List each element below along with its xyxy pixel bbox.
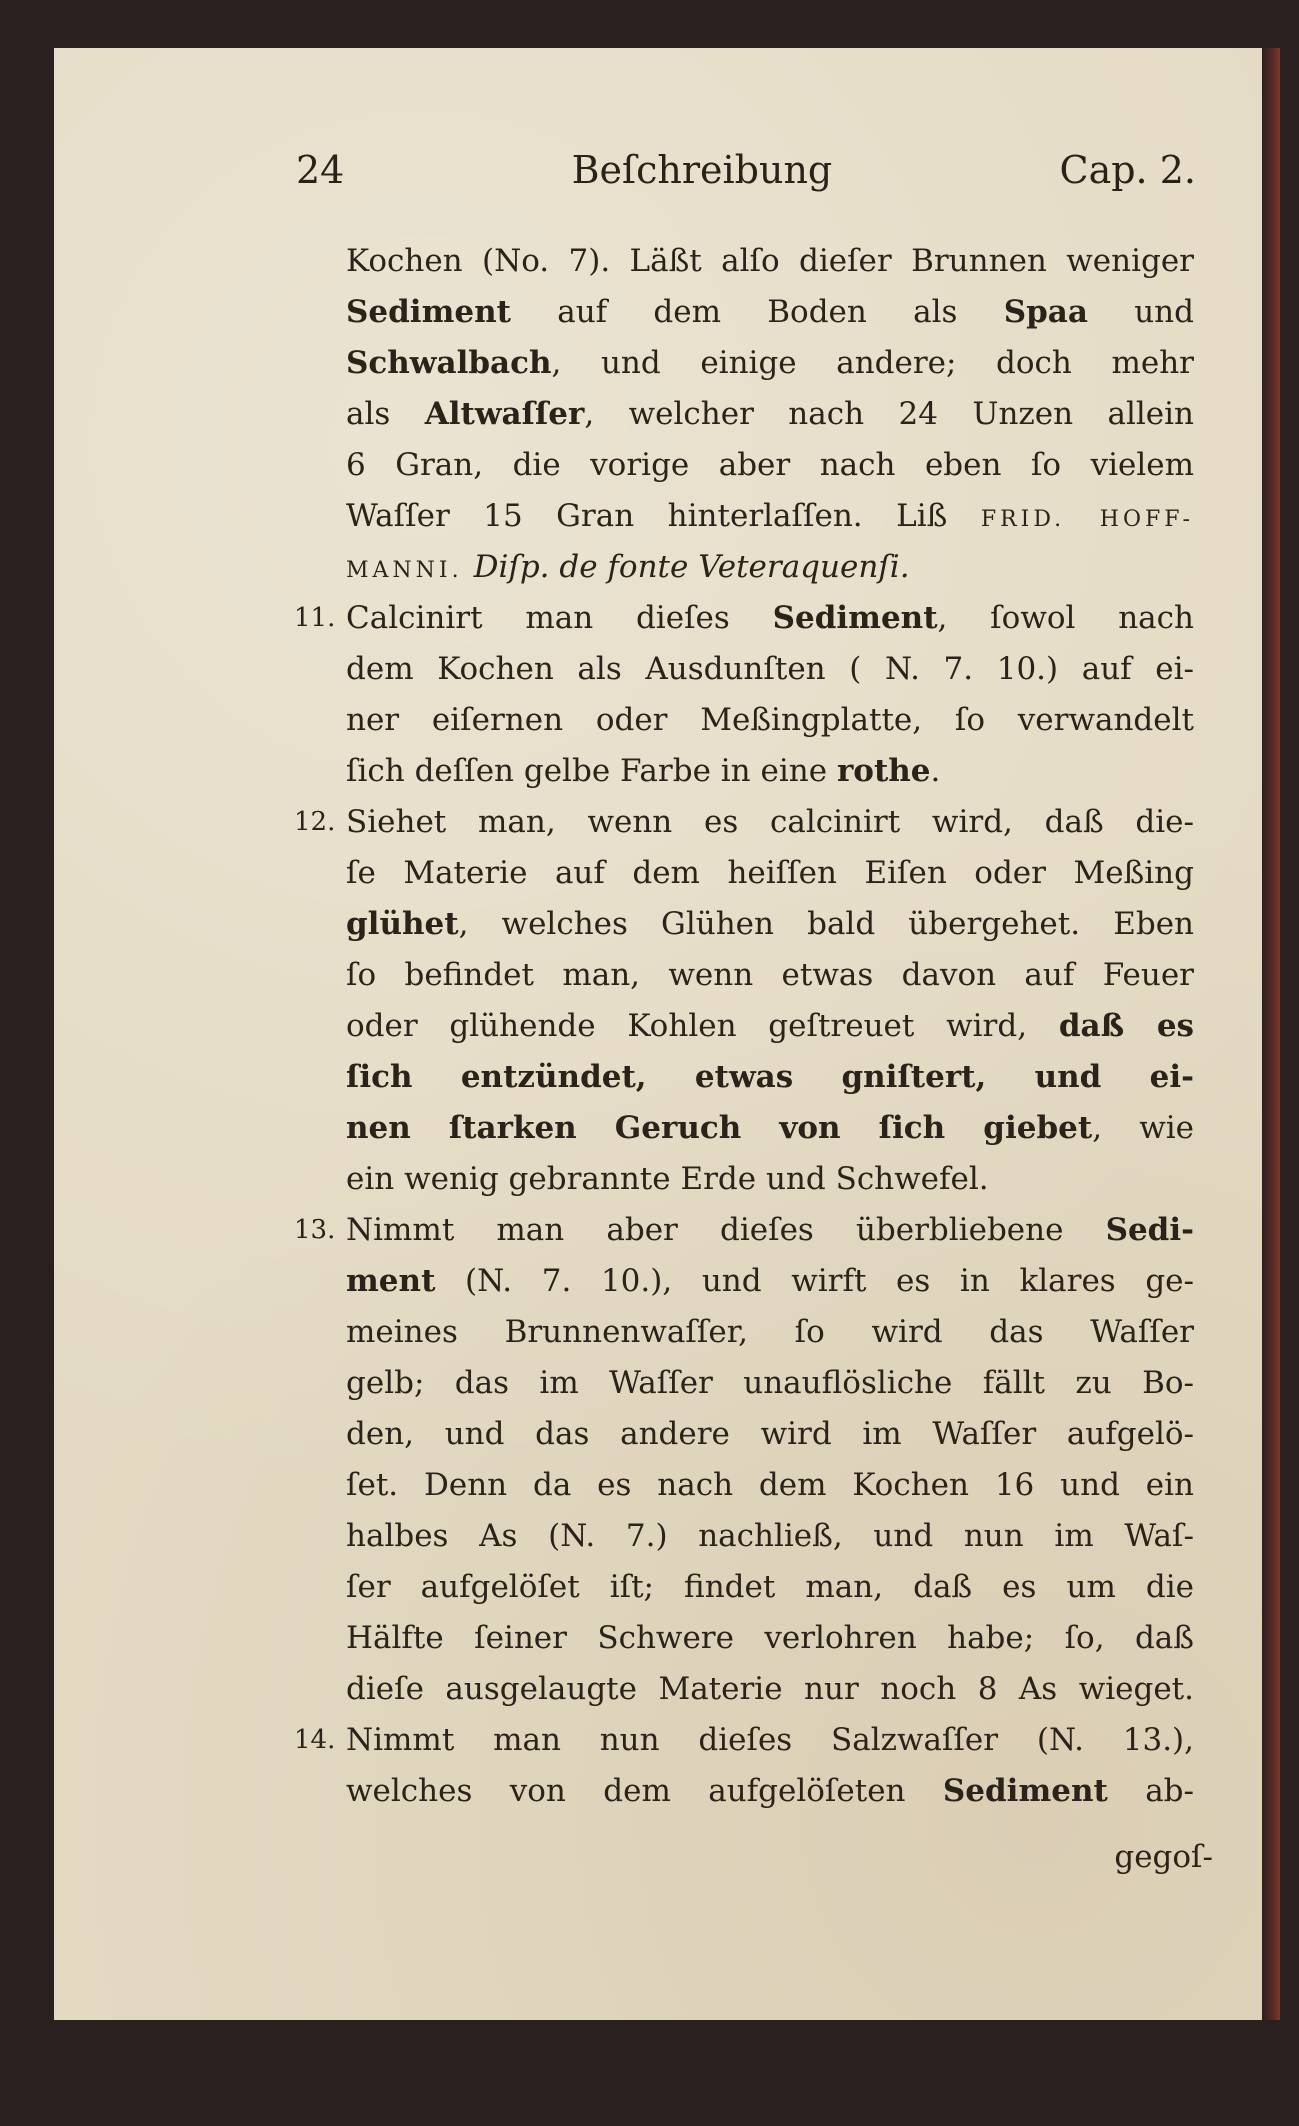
text-segment: ſet. Denn da es nach dem Kochen 16 und ein bbox=[346, 1467, 1194, 1503]
text-segment: Nimmt man aber dieſes überbliebene bbox=[346, 1212, 1106, 1248]
text-line bbox=[346, 848, 1194, 899]
text-line bbox=[346, 1358, 1194, 1409]
text-line bbox=[346, 338, 1194, 389]
text-segment: Calcinirt man dieſes bbox=[346, 600, 773, 636]
text-line bbox=[346, 1511, 1194, 1562]
text-line bbox=[346, 491, 1194, 542]
text-segment: ſe Materie auf dem heiſſen Eiſen oder Meßing bbox=[346, 855, 1194, 891]
text-segment: gelb; das im Waſſer unauflösliche fällt zu Bo- bbox=[346, 1365, 1194, 1401]
text-line bbox=[346, 236, 1194, 287]
emphasized-text: Sediment bbox=[942, 1773, 1108, 1809]
text-line bbox=[346, 287, 1194, 338]
emphasized-text: daß es bbox=[1058, 1008, 1194, 1044]
emphasized-text: glühet bbox=[346, 906, 459, 942]
paragraph-number: 13. bbox=[294, 1215, 336, 1245]
emphasized-text: Sedi- bbox=[1105, 1212, 1194, 1248]
running-header bbox=[296, 148, 1196, 198]
text-segment: , und einige andere; doch mehr bbox=[551, 345, 1194, 381]
text-segment: ſer aufgelöſet iſt; findet man, daß es um die bbox=[346, 1569, 1194, 1605]
emphasized-text: ment bbox=[346, 1263, 436, 1299]
text-segment: den, und das andere wird im Waſſer aufgelö- bbox=[346, 1416, 1194, 1452]
text-segment: welches von dem aufgelöſeten bbox=[346, 1773, 943, 1809]
text-line bbox=[346, 1103, 1194, 1154]
text-segment: , welcher nach 24 Unzen allein bbox=[584, 396, 1194, 432]
text-segment: ſo befindet man, wenn etwas davon auf Feuer bbox=[346, 957, 1194, 993]
text-segment: ab- bbox=[1107, 1773, 1195, 1809]
text-segment: und bbox=[1087, 294, 1194, 330]
emphasized-text: ſich entzündet, etwas gniſtert, und ei- bbox=[346, 1059, 1194, 1095]
citation-text: Diſp. de fonte Veteraquenſi. bbox=[473, 549, 910, 585]
text-line bbox=[346, 1613, 1194, 1664]
text-line bbox=[346, 1052, 1194, 1103]
text-segment: ner eiſernen oder Meßingplatte, ſo verwandelt bbox=[346, 702, 1194, 738]
text-segment: meines Brunnenwaſſer, ſo wird das Waſſer bbox=[346, 1314, 1194, 1350]
text-segment: MANNI. bbox=[346, 558, 474, 583]
text-segment: dieſe ausgelaugte Materie nur noch 8 As wieget. bbox=[346, 1671, 1194, 1707]
text-segment: Hälfte ſeiner Schwere verlohren habe; ſo, daß bbox=[346, 1620, 1194, 1656]
text-line bbox=[346, 1409, 1194, 1460]
text-segment: ein wenig gebrannte Erde und Schwefel. bbox=[346, 1161, 989, 1197]
text-segment: Siehet man, wenn es calcinirt wird, daß die- bbox=[346, 804, 1194, 840]
text-line bbox=[294, 1715, 1194, 1766]
paragraph-number: 14. bbox=[294, 1725, 336, 1755]
page-number: 24 bbox=[296, 148, 345, 192]
running-title: Beſchreibung bbox=[571, 148, 833, 192]
text-segment: . bbox=[930, 753, 941, 789]
emphasized-text: Sediment bbox=[772, 600, 938, 636]
text-segment: halbes As (N. 7.) nachließ, und nun im Waſ- bbox=[346, 1518, 1194, 1554]
text-segment: oder glühende Kohlen geſtreuet wird, bbox=[346, 1008, 1059, 1044]
chapter-label: Cap. 2. bbox=[1059, 148, 1196, 192]
emphasized-text: Sediment bbox=[346, 294, 511, 330]
text-line bbox=[346, 746, 1194, 797]
text-line bbox=[294, 797, 1194, 848]
text-segment: FRID. HOFF- bbox=[980, 507, 1194, 532]
text-line bbox=[346, 1307, 1194, 1358]
text-segment: als bbox=[346, 396, 425, 432]
paragraph-number: 12. bbox=[294, 807, 336, 837]
text-line bbox=[346, 950, 1194, 1001]
text-segment: , welches Glühen bald übergehet. Eben bbox=[458, 906, 1194, 942]
emphasized-text: nen ſtarken Geruch von ſich giebet bbox=[346, 1110, 1093, 1146]
text-line bbox=[294, 593, 1194, 644]
text-line bbox=[346, 1001, 1194, 1052]
text-line bbox=[346, 695, 1194, 746]
text-segment: ſich deſſen gelbe Farbe in eine bbox=[346, 753, 837, 789]
emphasized-text: Schwalbach bbox=[346, 345, 552, 381]
paragraph-number: 11. bbox=[294, 603, 336, 633]
text-segment: 6 Gran, die vorige aber nach eben ſo vielem bbox=[346, 447, 1194, 483]
text-segment: Kochen (No. 7). Läßt alſo dieſer Brunnen weniger bbox=[346, 243, 1194, 279]
page-edge bbox=[1262, 48, 1280, 2020]
text-line bbox=[346, 1154, 1194, 1205]
text-segment: (N. 7. 10.), und wirft es in klares ge- bbox=[435, 1263, 1194, 1299]
text-segment: Waſſer 15 Gran hinterlaſſen. Liß bbox=[346, 498, 981, 534]
emphasized-text: rothe bbox=[836, 753, 931, 789]
catchword: gegoſ- bbox=[1114, 1839, 1213, 1875]
text-segment: auf dem Boden als bbox=[510, 294, 1004, 330]
text-segment: Nimmt man nun dieſes Salzwaſſer (N. 13.), bbox=[346, 1722, 1194, 1758]
text-line bbox=[294, 1205, 1194, 1256]
text-line bbox=[346, 1562, 1194, 1613]
text-line bbox=[346, 1766, 1194, 1817]
text-line bbox=[346, 1664, 1194, 1715]
text-line bbox=[346, 1256, 1194, 1307]
text-line bbox=[346, 899, 1194, 950]
text-line bbox=[346, 644, 1194, 695]
body-text bbox=[294, 236, 1195, 1817]
text-line bbox=[346, 1460, 1194, 1511]
text-segment: , ſowol nach bbox=[937, 600, 1194, 636]
text-line bbox=[346, 389, 1194, 440]
text-segment: , wie bbox=[1092, 1110, 1194, 1146]
emphasized-text: Spaa bbox=[1003, 294, 1088, 330]
text-segment: dem Kochen als Ausdunſten ( N. 7. 10.) auf ei- bbox=[346, 651, 1194, 687]
text-line bbox=[346, 542, 1194, 593]
emphasized-text: Altwaſſer bbox=[424, 396, 585, 432]
text-line bbox=[346, 440, 1194, 491]
